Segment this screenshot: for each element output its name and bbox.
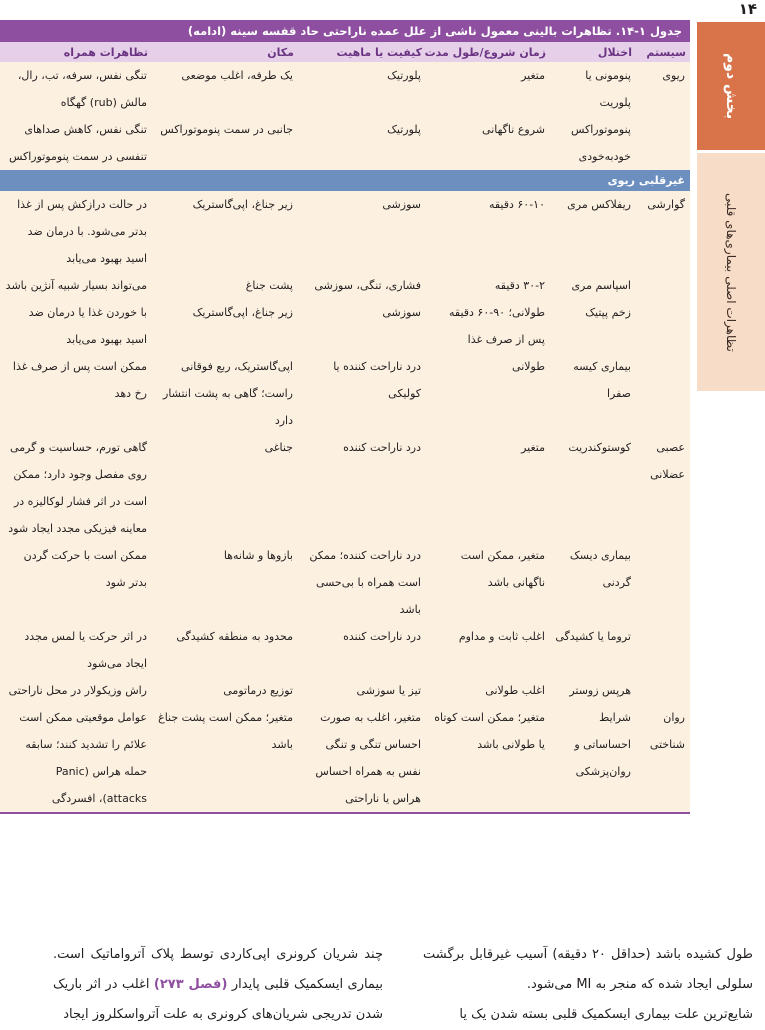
cell-disorder: بیماری دیسک گردنی [569, 549, 631, 589]
body-right-column [423, 940, 753, 1030]
section-tab [697, 22, 765, 150]
cell-onset: ۳۰-۲ دقیقه [494, 279, 545, 292]
cell-onset: شروع ناگهانی [482, 123, 545, 136]
cell-system: عصبی عضلانی [650, 441, 685, 481]
cell-system [636, 623, 690, 677]
table-row [0, 353, 690, 434]
cell-associated: با خوردن غذا یا درمان ضد اسید بهبود می‌یابد [28, 306, 147, 346]
cell-system: ریوی [662, 69, 685, 82]
table-row [0, 704, 690, 812]
cell-disorder: پنوموتوراکس خودبه‌خودی [570, 123, 631, 163]
paragraph: طول کشیده باشد (حداقل ۲۰ دقیقه) آسیب غیرقابل برگشت سلولی ایجاد شده که منجر به MI می‌شود. [423, 947, 754, 992]
section-tab-label: بخش دوم [723, 52, 739, 120]
header-quality: کیفیت یا ماهیت [298, 42, 426, 62]
cell-disorder: تروما یا کشیدگی [555, 630, 631, 643]
cell-location: زیر جناغ، اپی‌گاستریک [192, 306, 293, 319]
chapter-tab-label: تظاهرات اصلی بیماری‌های قلبی [724, 192, 738, 352]
section-label: غیرقلبی ریوی [0, 170, 690, 191]
cell-onset: طولانی [512, 360, 545, 373]
cell-location: جانبی در سمت پنوموتوراکس [160, 123, 293, 136]
cell-location: توزیع درماتومی [223, 684, 293, 697]
cell-system: روان شناختی [649, 711, 685, 751]
cell-associated: در اثر حرکت یا لمس مجدد ایجاد می‌شود [24, 630, 147, 670]
section-row [0, 170, 690, 191]
table-row [0, 116, 690, 170]
header-onset-duration: زمان شروع/طول مدت [426, 42, 550, 62]
cell-system [636, 353, 690, 434]
cell-quality: متغیر، اغلب به صورت احساس تنگی و تنگی نفس به همراه احساس هراس یا ناراحتی [315, 711, 421, 805]
cell-system [636, 299, 690, 353]
cell-disorder: ریفلاکس مری [567, 198, 631, 211]
cell-location: زیر جناغ، اپی‌گاستریک [192, 198, 293, 211]
cell-system [636, 116, 690, 170]
cell-disorder: اسپاسم مری [571, 279, 631, 292]
cell-quality: پلورتیک [387, 69, 421, 82]
cell-quality: درد ناراحت کننده؛ ممکن است همراه با بی‌حسی باشد [309, 549, 421, 616]
table-row [0, 434, 690, 542]
cell-system [636, 542, 690, 623]
cell-system: گوارشی [647, 198, 685, 211]
table-row [0, 272, 690, 299]
table-row [0, 623, 690, 677]
cell-associated: در حالت درازکش پس از غذا بدتر می‌شود. با درمان ضد اسید بهبود می‌یابد [17, 198, 147, 265]
table-row [0, 191, 690, 272]
table-row [0, 677, 690, 704]
table-row [0, 542, 690, 623]
cell-associated: راش وزیکولار در محل ناراحتی [8, 684, 147, 697]
chapter-tab [697, 153, 765, 391]
cell-onset: ۶۰-۱۰ دقیقه [488, 198, 545, 211]
cell-disorder: بیماری کیسه صفرا [573, 360, 631, 400]
cell-onset: اغلب ثابت و مداوم [458, 630, 545, 643]
cell-onset: متغیر [521, 441, 545, 454]
cell-location: بازوها و شانه‌ها [223, 549, 293, 562]
cell-quality: سوزشی [382, 198, 421, 211]
body-left-column [53, 940, 383, 1030]
cell-location: متغیر؛ ممکن است پشت جناغ باشد [158, 711, 293, 751]
header-system: سیستم [636, 42, 690, 62]
paragraph-text: چند شریان کرونری اپی‌کاردی توسط پلاک آترواماتیک است. بیماری ایسکمیک قلبی پایدار [53, 947, 383, 992]
cell-location: محدود به منطقه کشیدگی [176, 630, 293, 643]
cell-onset: اغلب طولانی [485, 684, 545, 697]
cell-system [636, 677, 690, 704]
cell-associated: تنگی نفس، سرفه، تب، رال، مالش (rub) گهگاه [17, 69, 147, 109]
cell-associated: ممکن است با حرکت گردن بدتر شود [23, 549, 147, 589]
page-number: ۱۴ [738, 0, 757, 18]
paragraph-text: اغلب در اثر باریک شدن تدریجی شریان‌های کرونری به علت آترواسکلروز ایجاد [53, 977, 383, 1022]
header-associated-features: تظاهرات همراه [0, 42, 152, 62]
cell-associated: گاهی تورم، حساسیت و گرمی روی مفصل وجود دارد؛ ممکن است در اثر فشار لوکالیزه در معاینه فیزیکی مجدد ایجاد شود [8, 441, 147, 535]
cell-disorder: زخم پپتیک [585, 306, 631, 319]
paragraph: شایع‌ترین علت بیماری ایسکمیک قلبی بسته شدن یک یا [459, 1007, 753, 1022]
header-location: مکان [152, 42, 298, 62]
clinical-table [0, 20, 690, 814]
cell-location: یک طرفه، اغلب موضعی [181, 69, 293, 82]
body-text [12, 940, 753, 1030]
chapter-reference-link[interactable]: (فصل ۲۷۳) [153, 977, 228, 992]
cell-associated: تنگی نفس، کاهش صداهای تنفسی در سمت پنوموتوراکس [8, 123, 147, 163]
cell-quality: درد ناراحت کننده یا کولیکی [333, 360, 421, 400]
cell-location: جناغی [264, 441, 293, 454]
cell-location: اپی‌گاستریک، ربع فوقانی راست؛ گاهی به پشت انتشار دارد [163, 360, 293, 427]
table-row [0, 62, 690, 116]
cell-quality: پلورتیک [387, 123, 421, 136]
cell-quality: درد ناراحت کننده [343, 441, 421, 454]
table-header-row [0, 42, 690, 62]
cell-associated: ممکن است پس از صرف غذا رخ دهد [12, 360, 147, 400]
table-title: جدول ۱-۱۴. تظاهرات بالینی معمول ناشی از علل عمده ناراحتی حاد قفسه سینه (ادامه) [0, 20, 690, 42]
header-disorder: اختلال [550, 42, 636, 62]
cell-quality: تیز یا سوزشی [356, 684, 421, 697]
cell-location: پشت جناغ [245, 279, 293, 292]
cell-onset: طولانی؛ ۹۰-۶۰ دقیقه پس از صرف غذا [448, 306, 545, 346]
cell-associated: عوامل موقعیتی ممکن است علائم را تشدید کنند؛ سابقه حمله هراس (Panic attacks)، افسردگی [19, 711, 147, 805]
cell-system [636, 272, 690, 299]
cell-associated: می‌تواند بسیار شبیه آنژین باشد [5, 279, 147, 292]
cell-quality: سوزشی [382, 306, 421, 319]
cell-disorder: شرایط احساساتی و روان‌پزشکی [574, 711, 631, 778]
cell-onset: متغیر [521, 69, 545, 82]
table-row [0, 299, 690, 353]
cell-disorder: کوستوکندریت [568, 441, 631, 454]
cell-quality: درد ناراحت کننده [343, 630, 421, 643]
cell-disorder: پنومونی یا پلوریت [585, 69, 631, 109]
cell-disorder: هرپس زوستر [569, 684, 631, 697]
cell-onset: متغیر؛ ممکن است کوتاه یا طولانی باشد [434, 711, 545, 751]
cell-quality: فشاری، تنگی، سوزشی [314, 279, 421, 292]
cell-onset: متغیر، ممکن است ناگهانی باشد [460, 549, 545, 589]
